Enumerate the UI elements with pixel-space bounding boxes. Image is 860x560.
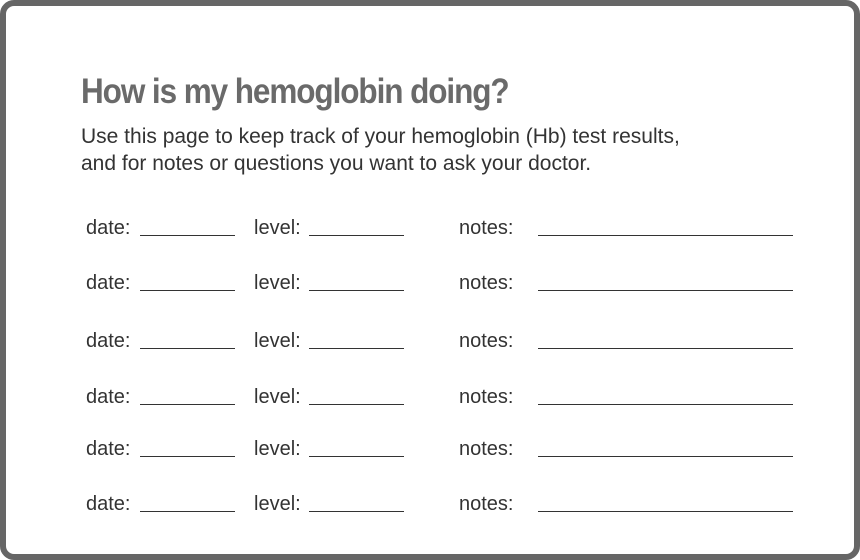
date-blank[interactable] (140, 404, 235, 405)
notes-label: notes: (459, 272, 514, 294)
level-blank[interactable] (309, 235, 404, 236)
level-label: level: (254, 493, 301, 515)
entry-row-5 (6, 436, 860, 466)
level-blank[interactable] (309, 290, 404, 291)
level-label: level: (254, 386, 301, 408)
date-blank[interactable] (140, 348, 235, 349)
notes-blank[interactable] (538, 456, 793, 457)
level-blank[interactable] (309, 511, 404, 512)
date-blank[interactable] (140, 290, 235, 291)
notes-blank[interactable] (538, 348, 793, 349)
notes-label: notes: (459, 493, 514, 515)
date-blank[interactable] (140, 456, 235, 457)
level-blank[interactable] (309, 456, 404, 457)
date-label: date: (86, 330, 131, 352)
intro-line-1: Use this page to keep track of your hemoglobin (Hb) test results, (81, 125, 680, 148)
level-blank[interactable] (309, 404, 404, 405)
entry-row-1 (6, 215, 860, 245)
date-label: date: (86, 272, 131, 294)
intro-text (81, 123, 801, 177)
entry-row-2 (6, 270, 860, 300)
date-blank[interactable] (140, 511, 235, 512)
notes-blank[interactable] (538, 235, 793, 236)
entry-row-6 (6, 491, 860, 521)
date-label: date: (86, 217, 131, 239)
entry-row-3 (6, 328, 860, 358)
notes-blank[interactable] (538, 511, 793, 512)
level-label: level: (254, 438, 301, 460)
notes-label: notes: (459, 438, 514, 460)
date-label: date: (86, 386, 131, 408)
date-label: date: (86, 493, 131, 515)
date-blank[interactable] (140, 235, 235, 236)
notes-blank[interactable] (538, 290, 793, 291)
notes-label: notes: (459, 330, 514, 352)
page-title: How is my hemoglobin doing? (81, 72, 509, 111)
level-label: level: (254, 272, 301, 294)
notes-label: notes: (459, 217, 514, 239)
date-label: date: (86, 438, 131, 460)
notes-blank[interactable] (538, 404, 793, 405)
level-label: level: (254, 217, 301, 239)
entry-row-4 (6, 384, 860, 414)
intro-line-2: and for notes or questions you want to ask your doctor. (81, 152, 592, 175)
level-blank[interactable] (309, 348, 404, 349)
notes-label: notes: (459, 386, 514, 408)
level-label: level: (254, 330, 301, 352)
